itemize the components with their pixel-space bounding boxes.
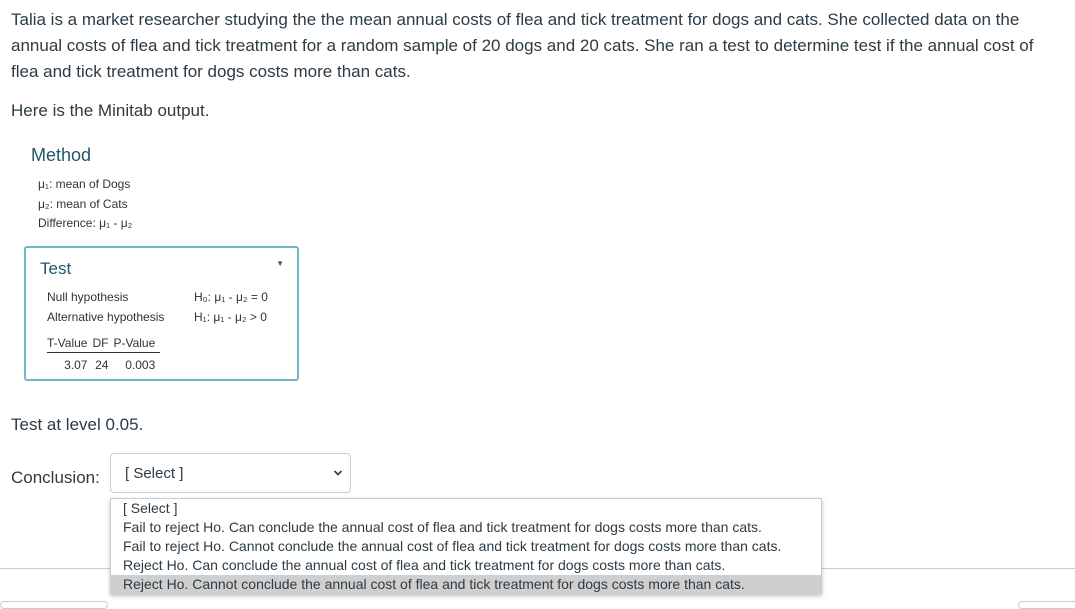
conclusion-dropdown-list [110, 498, 822, 594]
null-hypothesis-row [47, 289, 268, 305]
method-mu1: μ₁: mean of Dogs [38, 177, 131, 191]
conclusion-select[interactable] [110, 453, 351, 493]
table-cell-df: 24 [95, 358, 109, 372]
question-text [11, 7, 1069, 85]
test-stats-table [47, 336, 160, 372]
question-line: annual costs of flea and tick treatment for a random sample of 20 dogs and 20 cats. She ran a test to determine test if the annual cost of [11, 36, 1034, 55]
alt-hypothesis-row [47, 309, 267, 325]
dropdown-option[interactable]: Fail to reject Ho. Cannot conclude the annual cost of flea and tick treatment for dogs costs more than cats. [123, 538, 782, 554]
method-title: Method [31, 145, 92, 165]
alt-hypothesis-value: H₁: μ₁ - μ₂ > 0 [194, 310, 267, 324]
question-line: flea and tick treatment for dogs costs more than cats. [11, 62, 411, 81]
minitab-intro: Here is the Minitab output. [11, 101, 210, 120]
method-section [31, 143, 291, 234]
alt-hypothesis-label: Alternative hypothesis [47, 310, 165, 324]
chevron-down-icon [333, 468, 343, 478]
test-level-text: Test at level 0.05. [11, 415, 144, 434]
question-line: Talia is a market researcher studying the the mean annual costs of flea and tick treatment for dogs and cats. She collected data on the [11, 10, 1020, 29]
select-current-value: [ Select ] [125, 465, 184, 482]
table-header: T-Value [47, 336, 92, 353]
table-cell-p-value: 0.003 [125, 358, 156, 372]
table-header: P-Value [113, 336, 160, 353]
table-cell-t-value: 3.07 [64, 358, 88, 372]
conclusion-label: Conclusion: [11, 468, 100, 487]
previous-button[interactable] [0, 601, 108, 609]
null-hypothesis-value: H₀: μ₁ - μ₂ = 0 [194, 290, 268, 304]
method-mu2: μ₂: mean of Cats [38, 196, 128, 211]
table-header: DF [92, 336, 113, 353]
dropdown-option[interactable]: Fail to reject Ho. Can conclude the annual cost of flea and tick treatment for dogs costs more than cats. [123, 519, 762, 535]
next-button[interactable] [1018, 601, 1075, 609]
dropdown-option[interactable]: [ Select ] [123, 500, 178, 516]
test-panel [24, 246, 299, 381]
dropdown-option[interactable]: Reject Ho. Can conclude the annual cost of flea and tick treatment for dogs costs more than cats. [123, 557, 726, 573]
test-title: Test [40, 259, 72, 278]
null-hypothesis-label: Null hypothesis [47, 290, 129, 304]
collapse-arrow-icon[interactable]: ▼ [276, 259, 284, 268]
dropdown-option-highlighted[interactable]: Reject Ho. Cannot conclude the annual cost of flea and tick treatment for dogs costs more than cats. [111, 575, 821, 594]
method-difference: Difference: μ₁ - μ₂ [38, 216, 133, 230]
